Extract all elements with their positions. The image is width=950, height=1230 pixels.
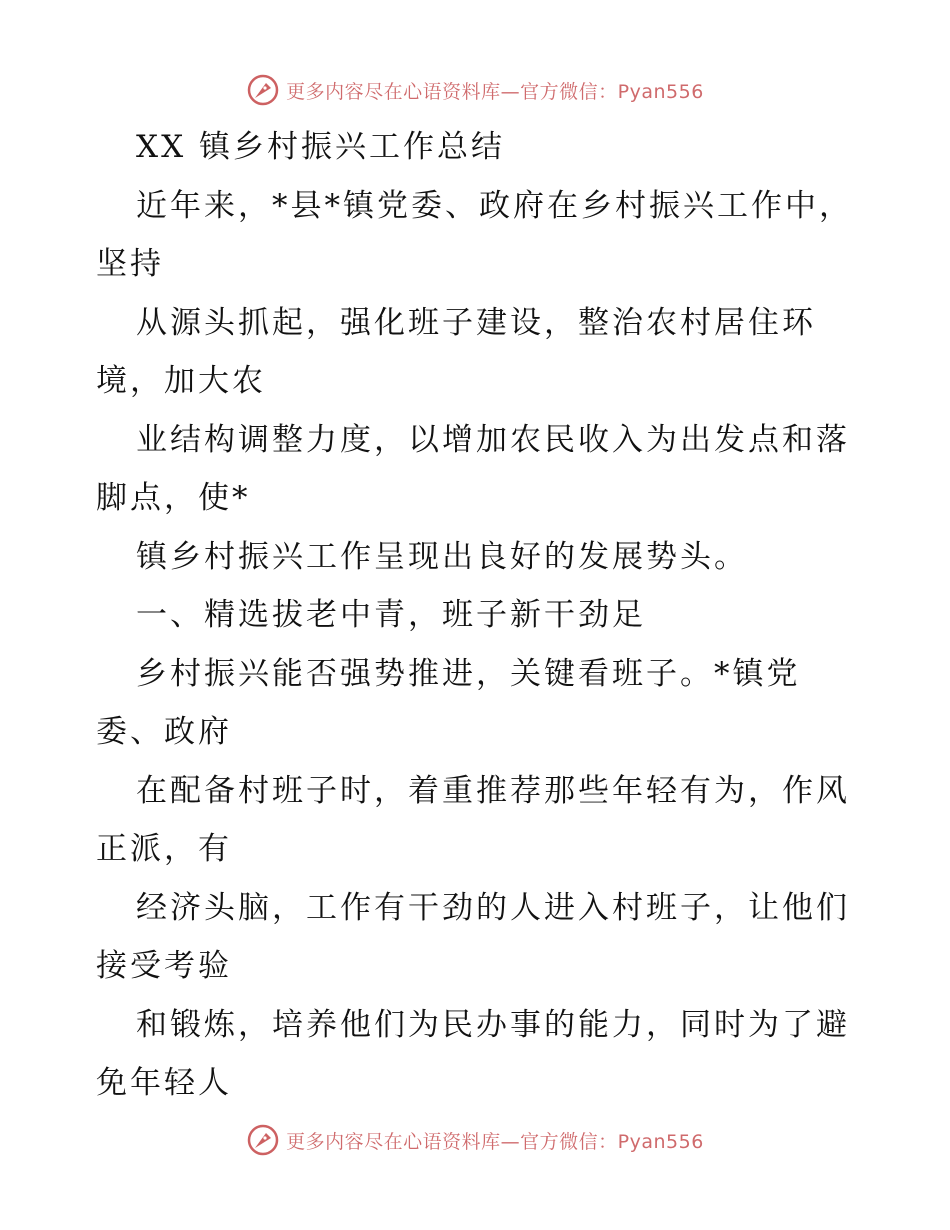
watermark-text: 更多内容尽在心语资料库—官方微信：Pyan556 [286,1130,704,1153]
paragraph-line: 镇乡村振兴工作呈现出良好的发展势头。 [136,538,748,575]
watermark-text: 更多内容尽在心语资料库—官方微信：Pyan556 [286,80,704,103]
paragraph-line: 坚持 [96,246,164,282]
document-title: XX 镇乡村振兴工作总结 [136,129,505,165]
paragraph-line: 免年轻人 [96,1065,232,1101]
paragraph-line: 境，加大农 [96,363,266,399]
paragraph-line: 近年来，*县*镇党委、政府在乡村振兴工作中， [136,187,853,224]
paragraph-line: 在配备村班子时，着重推荐那些年轻有为，作风 [136,772,850,809]
watermark-header [0,70,950,110]
paragraph-line: 和锻炼，培养他们为民办事的能力，同时为了避 [136,1006,850,1043]
section-heading: 一、精选拔老中青，班子新干劲足 [136,597,646,633]
paragraph-line: 业结构调整力度，以增加农民收入为出发点和落 [136,421,850,458]
pen-nib-logo-icon [246,73,280,107]
paragraph-line: 经济头脑，工作有干劲的人进入村班子，让他们 [136,889,850,926]
paragraph-line: 乡村振兴能否强势推进，关键看班子。*镇党 [136,655,801,692]
watermark-footer [0,1120,950,1160]
paragraph-line: 接受考验 [96,948,232,984]
document-body [96,118,866,1113]
paragraph-line: 从源头抓起，强化班子建设，整治农村居住环 [136,304,816,341]
paragraph-line: 脚点，使* [96,480,251,516]
paragraph-line: 正派，有 [96,831,232,867]
pen-nib-logo-icon [246,1123,280,1157]
paragraph-line: 委、政府 [96,714,232,750]
